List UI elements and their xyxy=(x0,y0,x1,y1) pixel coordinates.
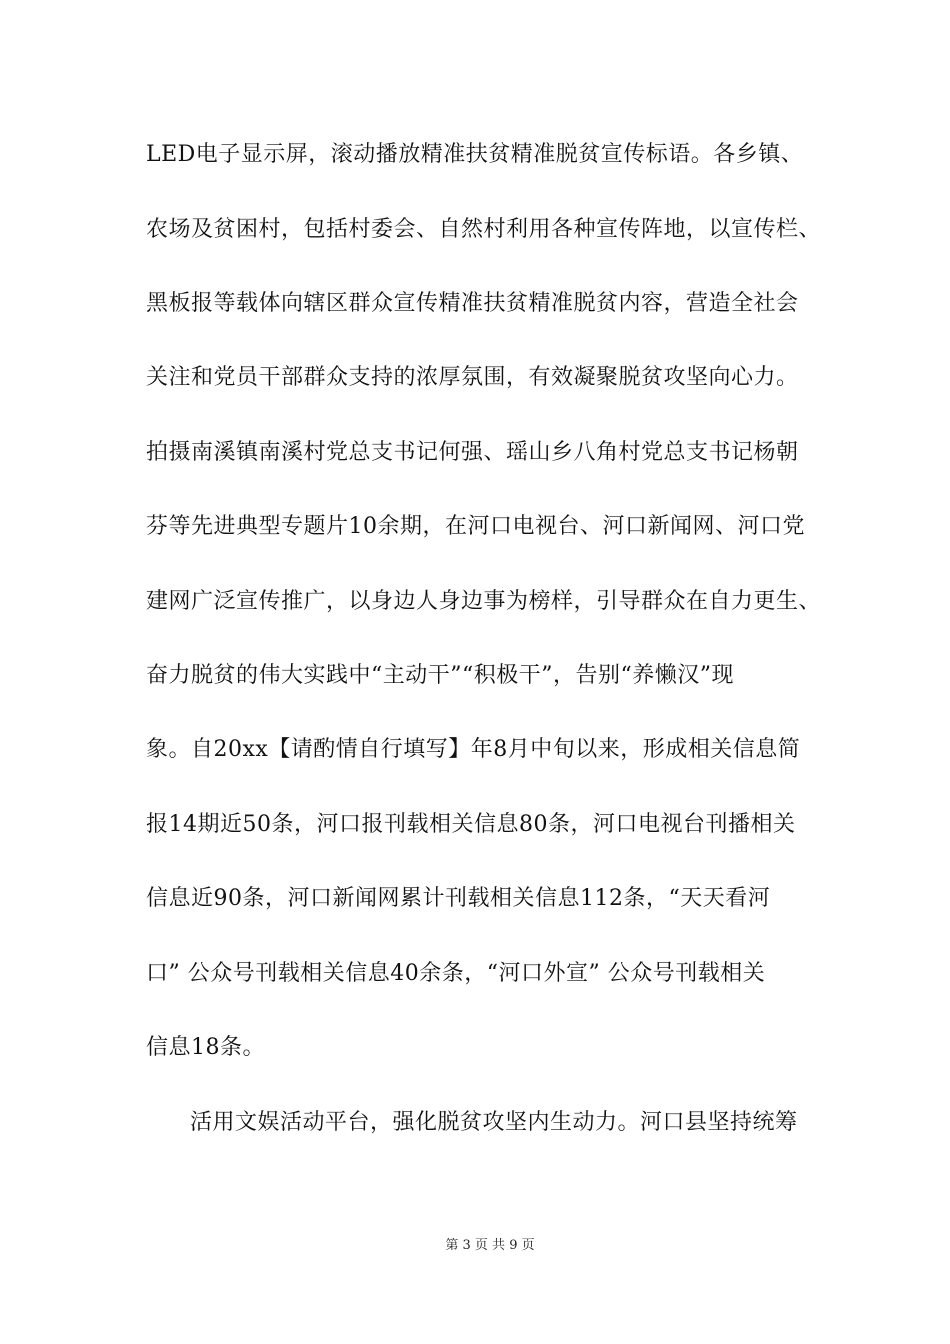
body-line-8: 奋力脱贫的伟大实践中“主动干”“积极干”，告别“养懒汉”现 xyxy=(146,663,734,688)
body-line-5: 拍摄南溪镇南溪村党总支书记何强、瑶山乡八角村党总支书记杨朝 xyxy=(146,440,799,465)
paragraph-start-line: 活用文娱活动平台，强化脱贫攻坚内生动力。河口县坚持统筹 xyxy=(190,1110,798,1135)
body-line-6: 芬等先进典型专题片10余期，在河口电视台、河口新闻网、河口党 xyxy=(146,514,805,539)
body-line-9: 象。自20xx【请酌情自行填写】年8月中旬以来，形成相关信息简 xyxy=(146,737,801,762)
body-line-7: 建网广泛宣传推广，以身边人身边事为榜样，引导群众在自力更生、 xyxy=(146,589,822,614)
body-line-3: 黑板报等载体向辖区群众宣传精准扶贫精准脱贫内容，营造全社会 xyxy=(146,291,799,316)
body-line-4: 关注和党员干部群众支持的浓厚氛围，有效凝聚脱贫攻坚向心力。 xyxy=(146,365,799,390)
body-line-2: 农场及贫困村，包括村委会、自然村利用各种宣传阵地，以宣传栏、 xyxy=(146,217,822,242)
body-line-10: 报14期近50条，河口报刊载相关信息80条，河口电视台刊播相关 xyxy=(146,812,796,837)
body-line-11: 信息近90条，河口新闻网累计刊载相关信息112条，“天天看河 xyxy=(146,886,771,911)
body-line-12: 口” 公众号刊载相关信息40余条，“河口外宣” 公众号刊载相关 xyxy=(146,961,766,986)
body-line-1: LED电子显示屏，滚动播放精准扶贫精准脱贫宣传标语。各乡镇、 xyxy=(146,142,804,167)
page-number-footer: 第 3 页 共 9 页 xyxy=(445,1238,535,1253)
body-line-13: 信息18条。 xyxy=(146,1035,265,1060)
